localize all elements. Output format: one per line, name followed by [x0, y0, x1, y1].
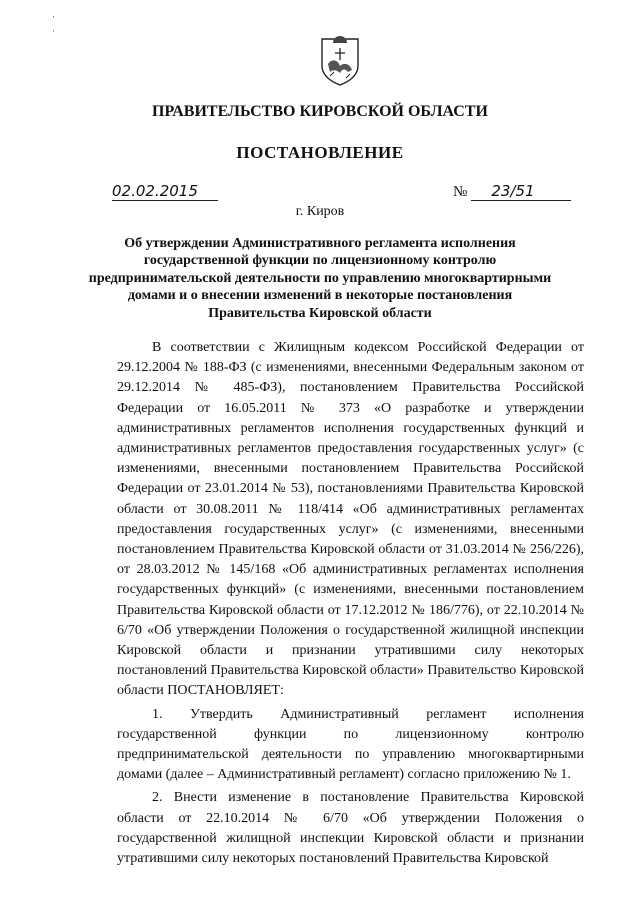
- document-number: 23/51: [471, 182, 571, 201]
- title-line: предпринимательской деятельности по управлению многоквартирными: [88, 270, 552, 286]
- scan-artifact: ·: [52, 26, 55, 36]
- city: г. Киров: [295, 204, 345, 219]
- document-body: [117, 338, 584, 869]
- document-type: ПОСТАНОВЛЕНИЕ: [236, 143, 404, 162]
- document-number-field: [453, 182, 583, 201]
- scan-artifact: ·: [52, 12, 55, 22]
- document-date: 02.02.2015: [112, 182, 218, 201]
- title-line: Правительства Кировской области: [208, 305, 432, 321]
- title-line: домами и о внесении изменений в некоторые постановления: [127, 288, 513, 304]
- title-line: Об утверждении Административного регламента исполнения: [124, 236, 516, 251]
- clause-1: 1. Утвердить Административный регламент исполнения государственной функции по лицензионному контролю предпринимательской деятельности по управлению многоквартирными домами (далее – Административный регламент) согласно приложению № 1.: [117, 706, 584, 783]
- kirov-coat-of-arms-icon: [320, 36, 360, 86]
- number-sign: №: [453, 184, 468, 200]
- preamble-paragraph: В соответствии с Жилищным кодексом Российской Федерации от 29.12.2004 № 188-ФЗ (с изменениями, внесенными Федеральным законом от 29.12.2014 № 485-ФЗ), постановлением Правительства Российской Федерации от 16.05.2011 № 373 «О разработке и утверждении административных регламентов исполнения государственных функций и административных регламентов предоставления государственных услуг» (с изменениями, внесенными постановлением Правительства Российской Федерации от 23.01.2014 № 53), постановлениями Правительства Кировской области от 30.08.2011 № 118/414 «Об административных регламентах предоставления государственных услуг» (с изменениями, внесенными постановлением Правительства Кировской области от 31.03.2014 № 256/226), от 28.03.2012 № 145/168 «Об административных регламентах исполнения государственных функций» (с изменениями, внесенными постановлением Правительства Кировской области от 17.12.2012 № 186/776), от 22.10.2014 № 6/70 «Об утверждении Положения о государственной жилищной инспекции Кировской области и признании утратившими силу некоторых постановлений Правительства Кировской области» Правительство Кировской области ПОСТАНОВЛЯЕТ:: [117, 340, 584, 699]
- document-title: [0, 235, 640, 322]
- title-line: государственной функции по лицензионному контролю: [143, 253, 497, 269]
- clause-2: 2. Внести изменение в постановление Правительства Кировской области от 22.10.2014 № 6/70 «Об утверждении Положения о государственной жилищной инспекции Кировской области и признании утратившими силу некоторых постановлений Правительства Кировской: [117, 790, 584, 867]
- authority-name: ПРАВИТЕЛЬСТВО КИРОВСКОЙ ОБЛАСТИ: [152, 103, 488, 120]
